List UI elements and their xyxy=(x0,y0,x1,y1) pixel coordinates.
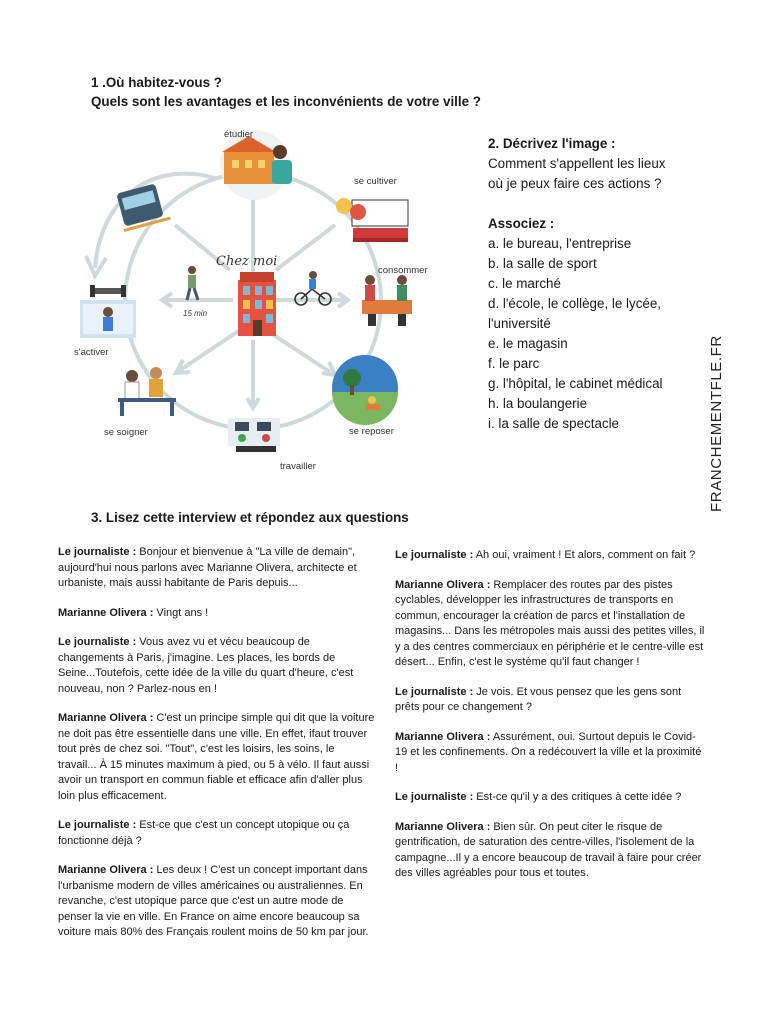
interview-right-column xyxy=(395,548,705,896)
place-item: a. le bureau, l'entreprise xyxy=(488,236,632,251)
interview-paragraph xyxy=(58,818,376,849)
city-quarter-hour-diagram xyxy=(60,120,460,480)
question-1-line-2: Quels sont les avantages et les inconvénients de votre ville ? xyxy=(91,94,481,109)
school-icon xyxy=(220,130,292,200)
speech: Bonjour et bienvenue à "La ville de demain", aujourd'hui nous parlons avec Marianne Olivera, architecte et urbaniste, mais aussi habitante de Paris depuis... xyxy=(58,546,357,589)
gym-icon xyxy=(80,285,136,338)
place-item: e. le magasin xyxy=(488,336,568,351)
question-1-line-1: 1 .Où habitez-vous ? xyxy=(91,75,222,90)
interview-left-column xyxy=(58,545,376,955)
speech: Est-ce qu'il y a des critiques à cette idée ? xyxy=(473,791,682,803)
place-item: g. l'hôpital, le cabinet médical xyxy=(488,376,663,391)
speaker: Marianne Olivera : xyxy=(58,712,154,724)
label-chez-moi: Chez moi xyxy=(216,254,278,269)
question-1 xyxy=(91,73,481,111)
site-watermark: FRANCHEMENTFLE.FR xyxy=(708,335,725,512)
park-icon xyxy=(332,355,398,425)
associez-heading: Associez : xyxy=(488,216,555,231)
home-icon xyxy=(238,272,276,336)
speech: Ah oui, vraiment ! Et alors, comment on fait ? xyxy=(473,549,696,561)
place-item: d. l'école, le collège, le lycée, xyxy=(488,296,662,311)
label-se-cultiver: se cultiver xyxy=(354,176,397,187)
interview-paragraph xyxy=(395,790,705,806)
speech: C'est un principe simple qui dit que la voiture ne doit pas être essentielle dans une ville. En effet, ifaut trouver tout près de chez soi. "Tout", c'est les loisirs, les soins, le travail... À 15 minutes maximum à pied, ou 5 à vélo. Il faut aussi avoir un transport en commun fiable et efficace afin d'aller plus loin plus efficacement. xyxy=(58,712,375,802)
label-travailler: travailler xyxy=(280,461,316,472)
place-item: c. le marché xyxy=(488,276,561,291)
interview-paragraph xyxy=(395,548,705,564)
label-consommer: consommer xyxy=(378,265,428,276)
speaker: Le journaliste : xyxy=(58,636,137,648)
interview-paragraph xyxy=(58,545,376,592)
label-etudier: étudier xyxy=(224,129,254,140)
label-15-min: 15 min xyxy=(183,309,208,318)
speaker: Le journaliste : xyxy=(395,685,474,698)
speech: Je vois. Et vous pensez que les gens sont prêts pour ce changement ? xyxy=(395,685,682,713)
label-se-reposer: se reposer xyxy=(349,426,394,437)
speech: Bien sûr. On peut citer le risque de gentrification, de saturation des centre-villes, l'isolement de la campagne...Il y a encore beaucoup de travail à faire pour créer des villes agréables pour tous et toutes. xyxy=(395,820,702,879)
question-2 xyxy=(488,134,728,434)
speech: Remplacer des routes par des pistes cyclables, développer les infrastructures de transports en commun, encourager la création de parcs et l'installation de magasins... Dans les métropoles mais aussi des petites villes, il y a des centres commerciaux en périphérie et le centre-ville est désert... Enfin, c'est le système qu'il faut changer ! xyxy=(395,578,705,668)
interview-paragraph xyxy=(58,606,376,622)
speech: Assurément, oui. Surtout depuis le Covid-19 et les confinements. On a redécouvert la ville et la proximité ! xyxy=(395,730,702,774)
question-2-line-1: Comment s'appellent les lieux xyxy=(488,156,666,171)
place-item: f. le parc xyxy=(488,356,540,371)
label-s-activer: s'activer xyxy=(74,347,109,358)
place-item: i. la salle de spectacle xyxy=(488,416,620,431)
speech: Vous avez vu et vécu beaucoup de changements à Paris, j'imagine. Les places, les bords de Seine...Toutefois, cette idée de la ville du quart d'heure, c'est nouveau, non ? Parlez-nous en ! xyxy=(58,636,354,695)
speech: Est-ce que c'est un concept utopique ou ça fonctionne déjà ? xyxy=(58,819,350,847)
interview-paragraph xyxy=(395,578,705,671)
interview-paragraph xyxy=(58,635,376,697)
market-icon xyxy=(362,275,412,326)
interview-paragraph xyxy=(395,685,705,716)
interview-paragraph xyxy=(395,730,705,777)
question-3-title: 3. Lisez cette interview et répondez aux questions xyxy=(91,510,409,525)
place-item: h. la boulangerie xyxy=(488,396,588,411)
speaker: Marianne Olivera : xyxy=(58,606,154,619)
speaker: Marianne Olivera : xyxy=(395,578,491,591)
question-2-line-2: où je peux faire ces actions ? xyxy=(488,176,662,191)
speaker: Marianne Olivera : xyxy=(395,820,491,833)
speech: Vingt ans ! xyxy=(153,606,209,619)
interview-paragraph xyxy=(58,711,376,804)
place-item: b. la salle de sport xyxy=(488,256,597,271)
interview-paragraph xyxy=(58,863,376,941)
walker-icon xyxy=(187,266,198,300)
label-se-soigner: se soigner xyxy=(104,427,148,438)
theatre-icon xyxy=(336,198,408,242)
speaker: Le journaliste : xyxy=(58,819,137,831)
interview-paragraph xyxy=(395,820,705,882)
place-item: l'université xyxy=(488,316,551,331)
speech: Les deux ! C'est un concept important dans l'urbanisme modern de villes américaines ou australiennes. En revanche, c'est utopique parce que c'est un autre mode de penser la vie en ville. En France on aime encore beaucoup sa voiture mais 80% des Français roulent moins de 50 km par jour. xyxy=(58,864,369,938)
speaker: Le journaliste : xyxy=(58,546,137,558)
speaker: Marianne Olivera : xyxy=(395,730,491,743)
speaker: Le journaliste : xyxy=(395,549,474,561)
speaker: Le journaliste : xyxy=(395,791,474,803)
office-icon xyxy=(228,418,280,452)
speaker: Marianne Olivera : xyxy=(58,864,154,876)
question-2-title: 2. Décrivez l'image : xyxy=(488,136,616,151)
